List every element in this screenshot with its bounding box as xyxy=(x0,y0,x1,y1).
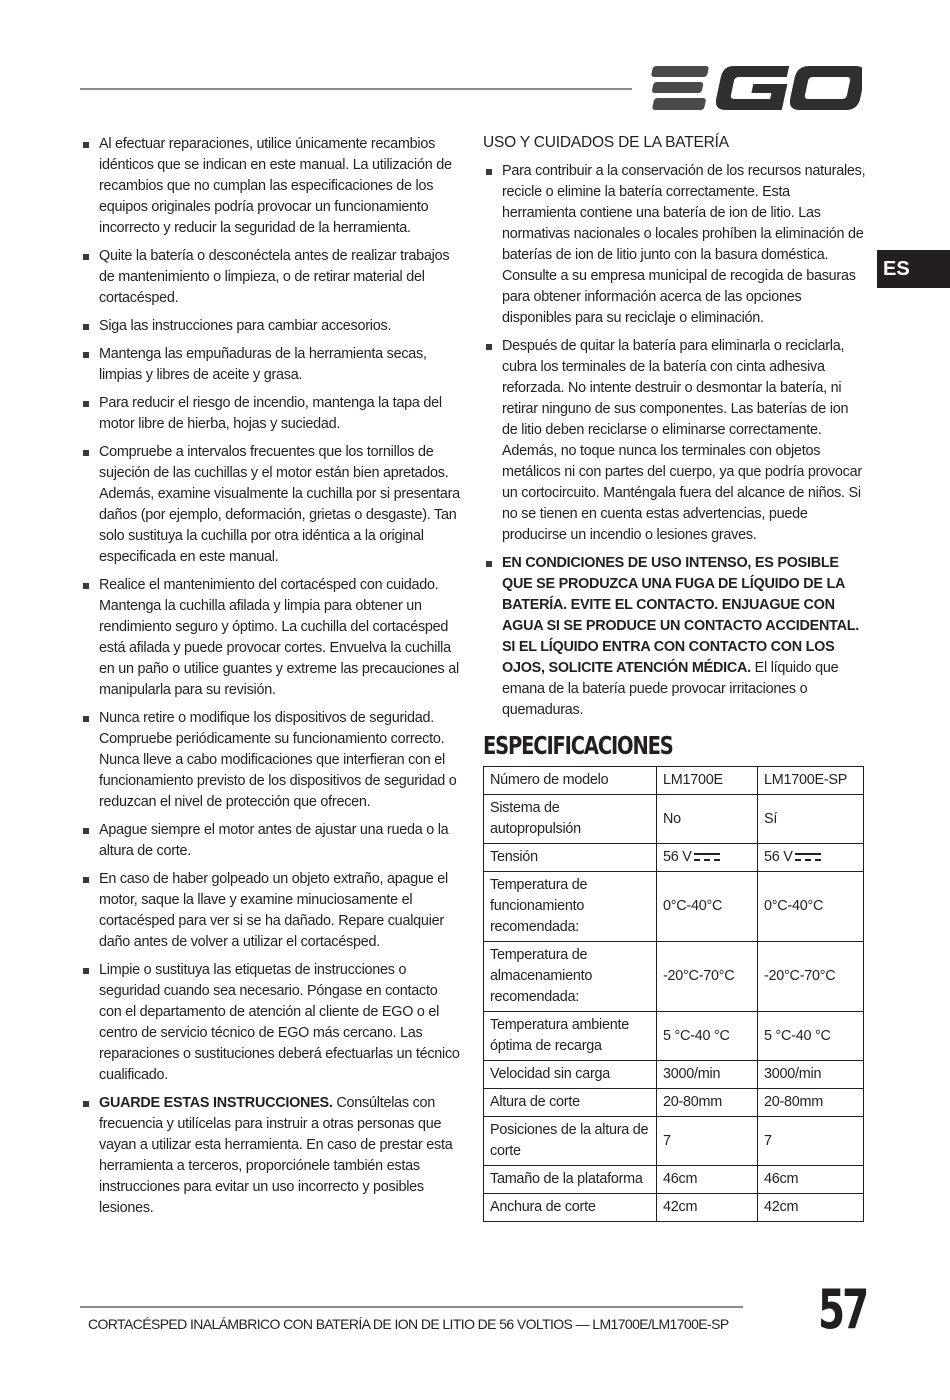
battery-bullet-list xyxy=(483,161,867,721)
list-item-text: Siga las instrucciones para cambiar accesorios. xyxy=(99,318,392,334)
spec-label-cell xyxy=(484,767,657,795)
cell-text: -20°C-70°C xyxy=(764,968,836,984)
spec-value-lm1700e xyxy=(657,1061,758,1089)
list-item-text: Limpie o sustituya las etiquetas de instrucciones o seguridad cuando sea necesario. Póngase en contacto con el departamento de atención al cliente de EGO o el centro de servicio técnico de EGO más cercano. Las reparaciones o sustituciones deberá efectuarlas un técnico cualificado. xyxy=(99,962,460,1083)
table-row xyxy=(484,1117,864,1166)
list-item xyxy=(483,336,867,546)
header-rule xyxy=(80,88,632,90)
cell-text: 56 V xyxy=(764,849,793,865)
list-item xyxy=(80,869,460,953)
specifications-title: ESPECIFICACIONES xyxy=(483,731,673,760)
cell-text: Temperatura ambiente óptima de recarga xyxy=(490,1017,629,1054)
cell-text: 0°C-40°C xyxy=(764,898,824,914)
spec-value-lm1700e xyxy=(657,844,758,872)
list-item xyxy=(80,1093,460,1219)
spec-value-lm1700e-sp xyxy=(758,942,864,1012)
table-row xyxy=(484,1089,864,1117)
list-item xyxy=(80,316,460,337)
cell-text: Anchura de corte xyxy=(490,1199,596,1215)
table-row xyxy=(484,1061,864,1089)
cell-text: 3000/min xyxy=(663,1066,721,1082)
cell-text: 20-80mm xyxy=(764,1094,824,1110)
cell-text: Tensión xyxy=(490,849,538,865)
list-item-text: Compruebe a intervalos frecuentes que los tornillos de sujeción de las cuchillas y el motor están bien apretados. Además, examine visualmente la cuchilla por si presentara daños (por ejemplo, deformación, grietas o desgaste). Tan solo sustituya la cuchilla por otra idéntica a la original especificada en este manual. xyxy=(99,444,460,565)
spec-label-cell xyxy=(484,1061,657,1089)
table-row xyxy=(484,872,864,942)
spec-label-cell xyxy=(484,942,657,1012)
list-item xyxy=(483,161,867,329)
spec-value-lm1700e xyxy=(657,795,758,844)
spec-value-lm1700e-sp xyxy=(758,795,864,844)
ego-logo xyxy=(650,62,862,114)
list-item xyxy=(80,246,460,309)
maintenance-bullet-list xyxy=(80,134,460,1219)
spec-label-cell xyxy=(484,1166,657,1194)
list-item xyxy=(80,820,460,862)
cell-text: Sí xyxy=(764,810,778,827)
spec-value-lm1700e xyxy=(657,1194,758,1222)
spec-value-lm1700e-sp xyxy=(758,1194,864,1222)
spec-value-lm1700e xyxy=(657,1089,758,1117)
table-row xyxy=(484,767,864,795)
table-row xyxy=(484,795,864,844)
spec-label-cell xyxy=(484,1089,657,1117)
spec-value-lm1700e xyxy=(657,1012,758,1061)
list-item xyxy=(80,134,460,239)
spec-value-lm1700e-sp xyxy=(758,1117,864,1166)
spec-label-cell xyxy=(484,1117,657,1166)
list-item-text: Para contribuir a la conservación de los recursos naturales, recicle o elimine la batería correctamente. Esta herramienta contiene una batería de ion de litio. Las normativas nacionales o locales prohíben la eliminación de baterías de ion de litio junto con la basura doméstica. Consulte a su empresa municipal de recogida de basuras para obtener información acerca de las opciones disponibles para su reciclaje o eliminación. xyxy=(502,163,866,326)
cell-text: 0°C-40°C xyxy=(663,898,723,914)
table-row xyxy=(484,1194,864,1222)
spec-label-cell xyxy=(484,795,657,844)
cell-text: 5 °C-40 °C xyxy=(663,1027,730,1044)
footer-title: CORTACÉSPED INALÁMBRICO CON BATERÍA DE ION DE LITIO DE 56 VOLTIOS — LM1700E/LM1700E-SP xyxy=(88,1316,729,1332)
bold-warning-text: EN CONDICIONES DE USO INTENSO, ES POSIBLE QUE SE PRODUZCA UNA FUGA DE LÍQUIDO DE LA BATERÍA. EVITE EL CONTACTO. ENJUAGUE CON AGUA SI SE PRODUCE UN CONTACTO ACCIDENTAL. SI EL LÍQUIDO ENTRA CON CONTACTO CON LOS OJOS, SOLICITE ATENCIÓN MÉDICA. xyxy=(502,555,859,676)
list-item xyxy=(80,442,460,568)
cell-text: Tamaño de la plataforma xyxy=(490,1171,643,1187)
spec-label-cell xyxy=(484,872,657,942)
list-item xyxy=(80,393,460,435)
spec-value-lm1700e-sp xyxy=(758,844,864,872)
cell-text: 46cm xyxy=(663,1171,698,1187)
list-item xyxy=(80,960,460,1086)
spec-label-cell xyxy=(484,1194,657,1222)
cell-text: 7 xyxy=(764,1132,772,1149)
cell-text: 46cm xyxy=(764,1171,799,1187)
list-item-text: Nunca retire o modifique los dispositivos de seguridad. Compruebe periódicamente su funcionamiento correcto. Nunca lleve a cabo modificaciones que interfieran con el funcionamiento previsto de los dispositivos de seguridad o reduzcan el nivel de protección que ofrecen. xyxy=(99,710,457,810)
cell-text: Velocidad sin carga xyxy=(490,1066,611,1082)
list-item xyxy=(80,575,460,701)
spec-label-cell xyxy=(484,844,657,872)
cell-text: No xyxy=(663,810,681,827)
list-item-text: El líquido que emana de la batería puede provocar irritaciones o quemaduras. xyxy=(502,660,839,718)
spec-value-lm1700e-sp xyxy=(758,1089,864,1117)
spec-value-lm1700e xyxy=(657,767,758,795)
list-item-text: Mantenga las empuñaduras de la herramienta secas, limpias y libres de aceite y grasa. xyxy=(99,346,427,383)
cell-text: LM1700E xyxy=(663,772,723,788)
list-item-text: Para reducir el riesgo de incendio, mantenga la tapa del motor libre de hierba, hojas y suciedad. xyxy=(99,395,442,432)
list-item-text: Consúltelas con frecuencia y utilícelas para instruir a otras personas que vayan a utilizar esta herramienta. En caso de prestar esta herramienta a terceros, proporciónele también estas instrucciones para evitar un uso incorrecto y posibles lesiones. xyxy=(99,1095,453,1216)
battery-section-heading: USO Y CUIDADOS DE LA BATERÍA xyxy=(483,134,729,151)
list-item xyxy=(483,553,867,721)
cell-text: Altura de corte xyxy=(490,1094,580,1110)
table-row xyxy=(484,844,864,872)
cell-text: Temperatura de funcionamiento recomendada: xyxy=(490,877,588,935)
list-item xyxy=(80,708,460,813)
spec-value-lm1700e xyxy=(657,1166,758,1194)
cell-text: -20°C-70°C xyxy=(663,968,735,984)
spec-value-lm1700e xyxy=(657,872,758,942)
list-item-text: Al efectuar reparaciones, utilice únicamente recambios idénticos que se indican en este manual. La utilización de recambios que no cumplan las especificaciones de los equipos originales podría provocar un funcionamiento incorrecto y reducir la seguridad de la herramienta. xyxy=(99,136,452,236)
cell-text: Sistema de autopropulsión xyxy=(490,800,581,837)
cell-text: 7 xyxy=(663,1132,671,1149)
left-column xyxy=(80,134,460,1226)
bold-warning-text: GUARDE ESTAS INSTRUCCIONES. xyxy=(99,1095,333,1111)
table-row xyxy=(484,942,864,1012)
cell-text: LM1700E-SP xyxy=(764,772,848,788)
spec-label-cell xyxy=(484,1012,657,1061)
table-row xyxy=(484,1166,864,1194)
cell-text: 42cm xyxy=(764,1199,799,1215)
language-tab: ES xyxy=(877,250,950,288)
list-item-text: En caso de haber golpeado un objeto extraño, apague el motor, saque la llave y examine minuciosamente el cortacésped para ver si se ha dañado. Repare cualquier daño antes de volver a utilizar el cortacésped. xyxy=(99,871,448,950)
list-item xyxy=(80,344,460,386)
footer-rule xyxy=(80,1306,743,1308)
list-item-text: Quite la batería o desconéctela antes de realizar trabajos de mantenimiento o limpieza, o de retirar material del cortacésped. xyxy=(99,248,450,306)
cell-text: 42cm xyxy=(663,1199,698,1215)
spec-value-lm1700e-sp xyxy=(758,1166,864,1194)
cell-text: 5 °C-40 °C xyxy=(764,1027,831,1044)
cell-text: Posiciones de la altura de corte xyxy=(490,1122,649,1159)
cell-text: 56 V xyxy=(663,849,692,865)
cell-text: 3000/min xyxy=(764,1066,822,1082)
cell-text: Temperatura de almacenamiento recomendada: xyxy=(490,947,593,1005)
spec-value-lm1700e xyxy=(657,942,758,1012)
table-row xyxy=(484,1012,864,1061)
list-item-text: Después de quitar la batería para eliminarla o reciclarla, cubra los terminales de la batería con cinta adhesiva reforzada. No intente destruir o desmontar la batería, ni retirar ninguno de sus componentes. Las baterías de ion de litio deben reciclarse o eliminarse correctamente. Además, no toque nunca los terminales con objetos metálicos ni con partes del cuerpo, ya que podría provocar un cortocircuito. Manténgala fuera del alcance de niños. Si no se tienen en cuenta estas advertencias, puede producirse un incendio o lesiones graves. xyxy=(502,338,862,543)
dc-current-icon xyxy=(694,853,720,862)
right-column xyxy=(483,134,867,1222)
cell-text: Número de modelo xyxy=(490,772,609,788)
specifications-table xyxy=(483,766,864,1222)
spec-value-lm1700e-sp xyxy=(758,872,864,942)
list-item-text: Apague siempre el motor antes de ajustar una rueda o la altura de corte. xyxy=(99,822,449,859)
spec-value-lm1700e-sp xyxy=(758,1012,864,1061)
cell-text: 20-80mm xyxy=(663,1094,723,1110)
list-item-text: Realice el mantenimiento del cortacésped con cuidado. Mantenga la cuchilla afilada y limpia para obtener un rendimiento seguro y óptimo. La cuchilla del cortacésped está afilada y puede provocar cortes. Envuelva la cuchilla en un paño o utilice guantes y extreme las precauciones al manipularla para su revisión. xyxy=(99,577,459,698)
spec-value-lm1700e xyxy=(657,1117,758,1166)
spec-value-lm1700e-sp xyxy=(758,767,864,795)
page-number: 57 xyxy=(818,1278,867,1341)
spec-value-lm1700e-sp xyxy=(758,1061,864,1089)
dc-current-icon xyxy=(795,853,821,862)
